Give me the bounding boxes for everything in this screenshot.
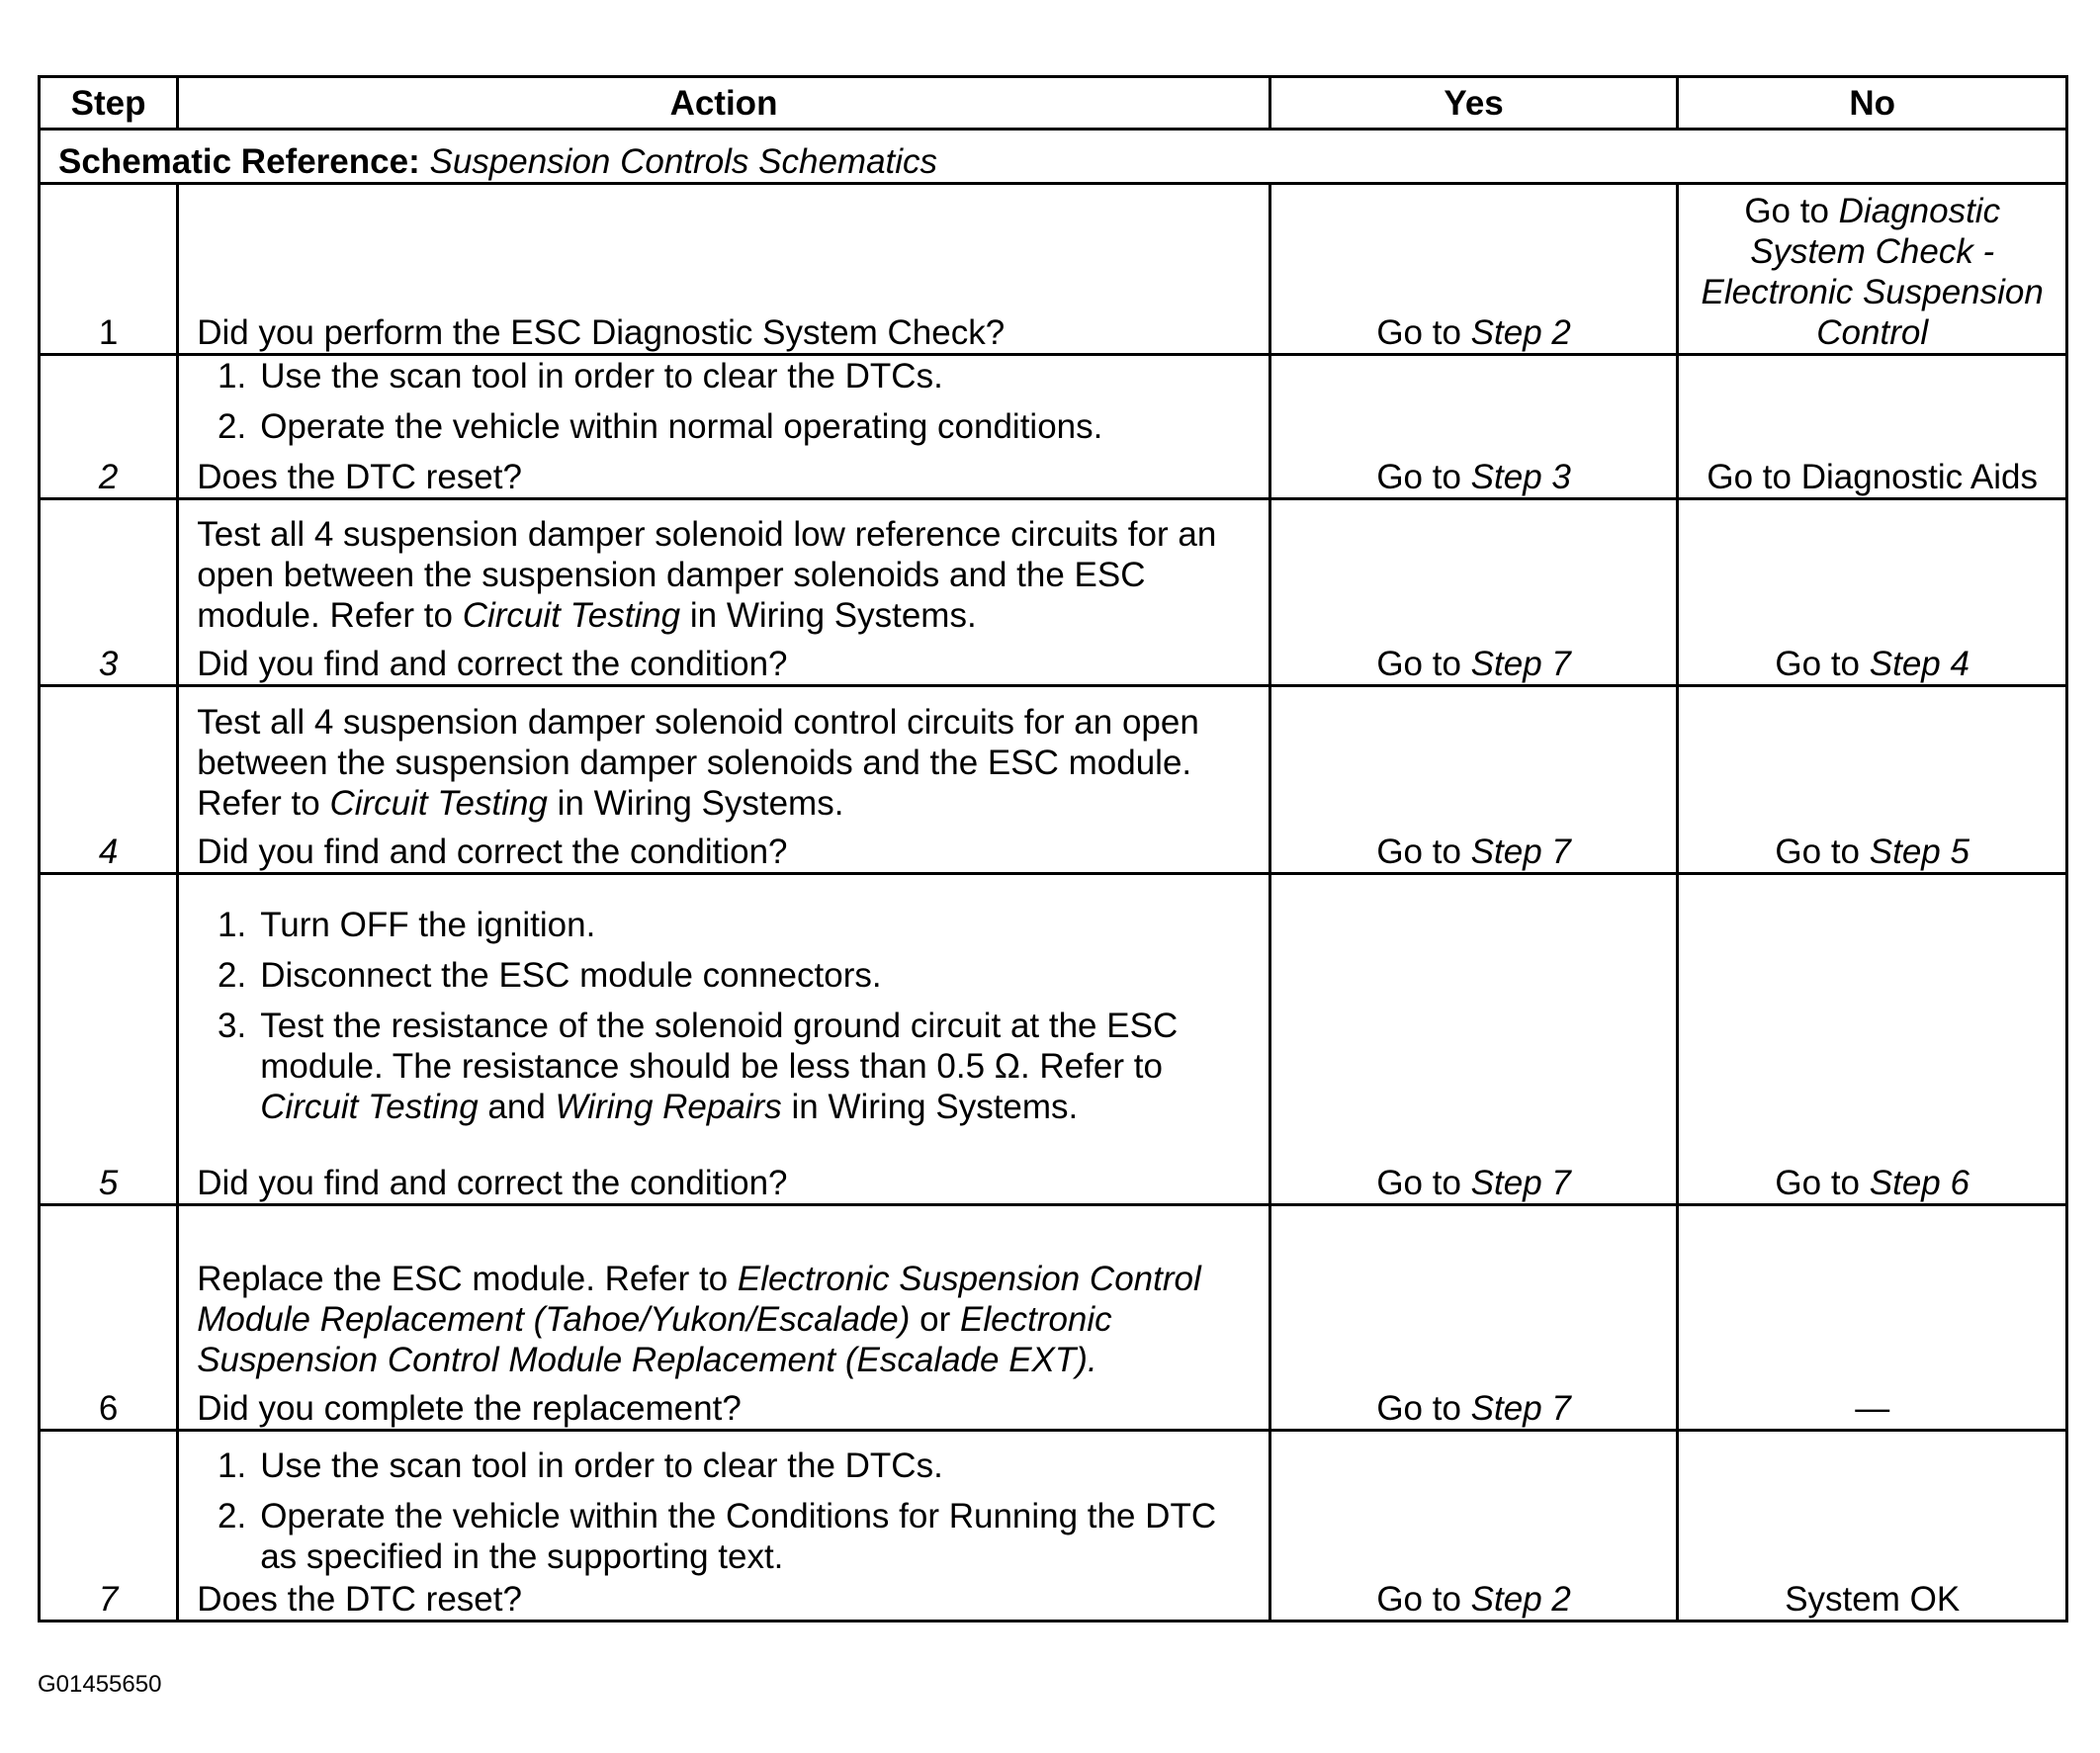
step-number: 2 [40,355,178,499]
wiring-repairs-link[interactable]: Wiring Repairs [555,1088,782,1126]
substep: 1. Turn OFF the ignition. [218,906,596,944]
table-row [40,499,2067,686]
substep: 1. Use the scan tool in order to clear the DTCs. [218,1446,943,1485]
no-prefix: Go to [1744,192,1829,230]
circuit-testing-link[interactable]: Circuit Testing [462,596,681,635]
substep-list [197,356,1251,447]
table-row [40,686,2067,874]
action-cell [178,1205,1270,1431]
schematic-link[interactable]: Suspension Controls Schematics [429,142,938,181]
yes-cell [1269,499,1678,686]
yes-prefix: Go to [1376,1389,1461,1428]
action-question: Did you perform the ESC Diagnostic System Check? [197,313,1006,352]
yes-step-link[interactable]: Step 7 [1470,1389,1571,1428]
step-number: 6 [40,1205,178,1431]
no-cell [1678,1205,2067,1431]
yes-cell [1269,355,1678,499]
yes-prefix: Go to [1376,458,1461,496]
action-question: Did you find and correct the condition? [197,645,788,683]
no-step-link[interactable]: Step 5 [1869,833,1969,871]
step-number: 4 [40,686,178,874]
table-row [40,184,2067,355]
yes-step-link[interactable]: Step 7 [1470,833,1571,871]
header-row [40,77,2067,130]
yes-cell [1269,686,1678,874]
no-cell [1678,355,2067,499]
action-cell [178,355,1270,499]
no-prefix: Go to [1775,645,1861,683]
action-question: Does the DTC reset? [197,458,522,496]
table-row [40,1431,2067,1622]
substep: 2. Disconnect the ESC module connectors. [218,956,882,995]
action-text: Test all 4 suspension damper solenoid low reference circuits for an open between the suspension damper solenoids and the ESC module. Refer to Circuit Testing in Wiring Systems. [197,515,1217,635]
header-action: Action [178,77,1270,130]
action-question: Did you find and correct the condition? [197,1164,788,1202]
action-cell [178,874,1270,1205]
action-cell [178,686,1270,874]
table-row [40,874,2067,1205]
yes-step-link[interactable]: Step 7 [1470,1164,1571,1202]
circuit-testing-link[interactable]: Circuit Testing [329,784,548,823]
header-no: No [1678,77,2067,130]
substep: 2. Operate the vehicle within normal operating conditions. [218,407,1103,446]
no-dash: — [1855,1389,1890,1428]
action-cell [178,499,1270,686]
yes-step-link[interactable]: Step 2 [1470,313,1571,352]
substep-list [197,905,1251,1127]
no-system-ok: System OK [1785,1580,1961,1619]
step-number: 5 [40,874,178,1205]
no-step-link[interactable]: Step 4 [1869,645,1969,683]
header-step: Step [40,77,178,130]
substep: 1. Use the scan tool in order to clear the DTCs. [218,357,943,395]
schematic-label: Schematic Reference: [58,142,420,181]
no-diagnostic-aids-link[interactable]: Go to Diagnostic Aids [1706,458,2039,496]
yes-prefix: Go to [1376,645,1461,683]
step-number: 1 [40,184,178,355]
action-cell [178,184,1270,355]
yes-prefix: Go to [1376,1164,1461,1202]
substep: 2. Operate the vehicle within the Conditions for Running the DTC as specified in the supporting text. [218,1497,1217,1576]
esc-replacement-link[interactable]: Electronic Suspension Control Module Replacement (Tahoe/Yukon/Escalade) [197,1260,1201,1339]
yes-step-link[interactable]: Step 2 [1470,1580,1571,1619]
substep: 3. Test the resistance of the solenoid ground circuit at the ESC module. The resistance should be less than 0.5 Ω. Refer to Circuit Testing and Wiring Repairs in Wiring Systems. [218,1007,1179,1126]
yes-cell [1269,184,1678,355]
action-cell [178,1431,1270,1622]
table-row [40,355,2067,499]
no-prefix: Go to [1775,1164,1861,1202]
yes-step-link[interactable]: Step 7 [1470,645,1571,683]
yes-step-link[interactable]: Step 3 [1470,458,1571,496]
header-yes: Yes [1269,77,1678,130]
yes-cell [1269,1431,1678,1622]
action-question: Did you find and correct the condition? [197,833,788,871]
no-cell [1678,1431,2067,1622]
schematic-reference-row [40,130,2067,184]
schematic-reference [40,130,2067,184]
no-cell [1678,184,2067,355]
no-step-link[interactable]: Step 6 [1869,1164,1969,1202]
action-text: Test all 4 suspension damper solenoid control circuits for an open between the suspension damper solenoids and the ESC module. Refer to Circuit Testing in Wiring Systems. [197,703,1199,823]
figure-id: G01455650 [38,1671,162,1698]
table-row [40,1205,2067,1431]
step-number: 3 [40,499,178,686]
yes-cell [1269,1205,1678,1431]
no-cell [1678,499,2067,686]
diagnostic-table [38,75,2068,1622]
yes-prefix: Go to [1376,313,1461,352]
action-question: Does the DTC reset? [197,1580,522,1619]
no-prefix: Go to [1775,833,1861,871]
yes-prefix: Go to [1376,833,1461,871]
esc-ext-replacement-link[interactable]: Electronic Suspension Control Module Replacement (Escalade EXT). [197,1300,1112,1379]
yes-cell [1269,874,1678,1205]
step-number: 7 [40,1431,178,1622]
no-cell [1678,686,2067,874]
circuit-testing-link[interactable]: Circuit Testing [260,1088,479,1126]
action-text: Replace the ESC module. Refer to Electronic Suspension Control Module Replacement (Tahoe/Yukon/Escalade) or Electronic Suspension Control Module Replacement (Escalade EXT). [197,1260,1201,1379]
no-diagnostic-link[interactable]: Diagnostic System Check - Electronic Suspension Control [1701,192,2044,352]
yes-prefix: Go to [1376,1580,1461,1619]
action-question: Did you complete the replacement? [197,1389,742,1428]
substep-list [197,1446,1251,1577]
no-cell [1678,874,2067,1205]
